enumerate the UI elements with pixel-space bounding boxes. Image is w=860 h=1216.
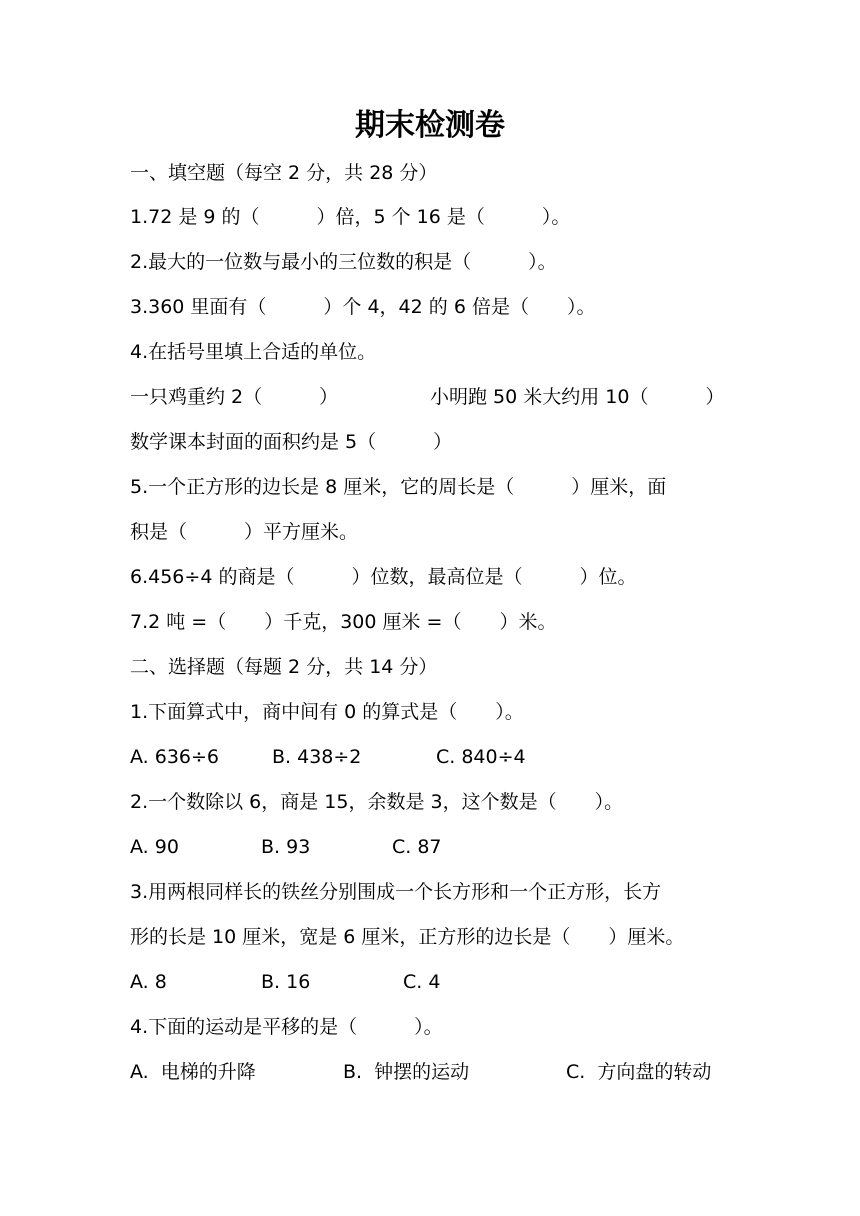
option-2-2-a: A. 90 bbox=[130, 836, 179, 858]
question-1-7: 7.2 吨 =（ ）千克，300 厘米 =（ ）米。 bbox=[130, 611, 557, 633]
section1-heading: 一、填空题（每空 2 分，共 28 分） bbox=[130, 162, 438, 184]
option-2-3-a: A. 8 bbox=[130, 971, 167, 993]
question-1-5-line2: 积是（ ）平方厘米。 bbox=[130, 521, 359, 543]
question-1-4c: 数学课本封面的面积约是 5（ ） bbox=[130, 431, 453, 453]
question-1-2: 2.最大的一位数与最小的三位数的积是（ ）。 bbox=[130, 251, 557, 273]
option-2-4-a: A. 电梯的升降 bbox=[130, 1061, 256, 1083]
question-2-4: 4.下面的运动是平移的是（ ）。 bbox=[130, 1016, 443, 1038]
question-1-4: 4.在括号里填上合适的单位。 bbox=[130, 341, 377, 363]
option-2-1-b: B. 438÷2 bbox=[272, 746, 362, 768]
option-2-4-c: C. 方向盘的转动 bbox=[566, 1061, 712, 1083]
question-2-2: 2.一个数除以 6，商是 15，余数是 3，这个数是（ ）。 bbox=[130, 791, 624, 813]
question-1-4a: 一只鸡重约 2（ ） bbox=[130, 386, 339, 408]
question-2-1: 1.下面算式中，商中间有 0 的算式是（ ）。 bbox=[130, 701, 524, 723]
question-1-5-line1: 5.一个正方形的边长是 8 厘米，它的周长是（ ）厘米，面 bbox=[130, 476, 667, 498]
question-1-4b: 小明跑 50 米大约用 10（ ） bbox=[430, 386, 725, 408]
question-2-3-line2: 形的长是 10 厘米，宽是 6 厘米，正方形的边长是（ ）厘米。 bbox=[130, 926, 685, 948]
option-2-3-c: C. 4 bbox=[403, 971, 441, 993]
question-1-1: 1.72 是 9 的（ ）倍，5 个 16 是（ ）。 bbox=[130, 206, 571, 228]
option-2-1-c: C. 840÷4 bbox=[436, 746, 526, 768]
page-title: 期末检测卷 bbox=[355, 108, 505, 143]
option-2-3-b: B. 16 bbox=[261, 971, 311, 993]
option-2-2-c: C. 87 bbox=[392, 836, 442, 858]
option-2-1-a: A. 636÷6 bbox=[130, 746, 220, 768]
section2-heading: 二、选择题（每题 2 分，共 14 分） bbox=[130, 656, 438, 678]
question-1-6: 6.456÷4 的商是（ ）位数，最高位是（ ）位。 bbox=[130, 566, 637, 588]
question-1-3: 3.360 里面有（ ）个 4，42 的 6 倍是（ ）。 bbox=[130, 296, 596, 318]
question-2-3-line1: 3.用两根同样长的铁丝分别围成一个长方形和一个正方形，长方 bbox=[130, 881, 662, 903]
option-2-2-b: B. 93 bbox=[261, 836, 311, 858]
option-2-4-b: B. 钟摆的运动 bbox=[343, 1061, 470, 1083]
